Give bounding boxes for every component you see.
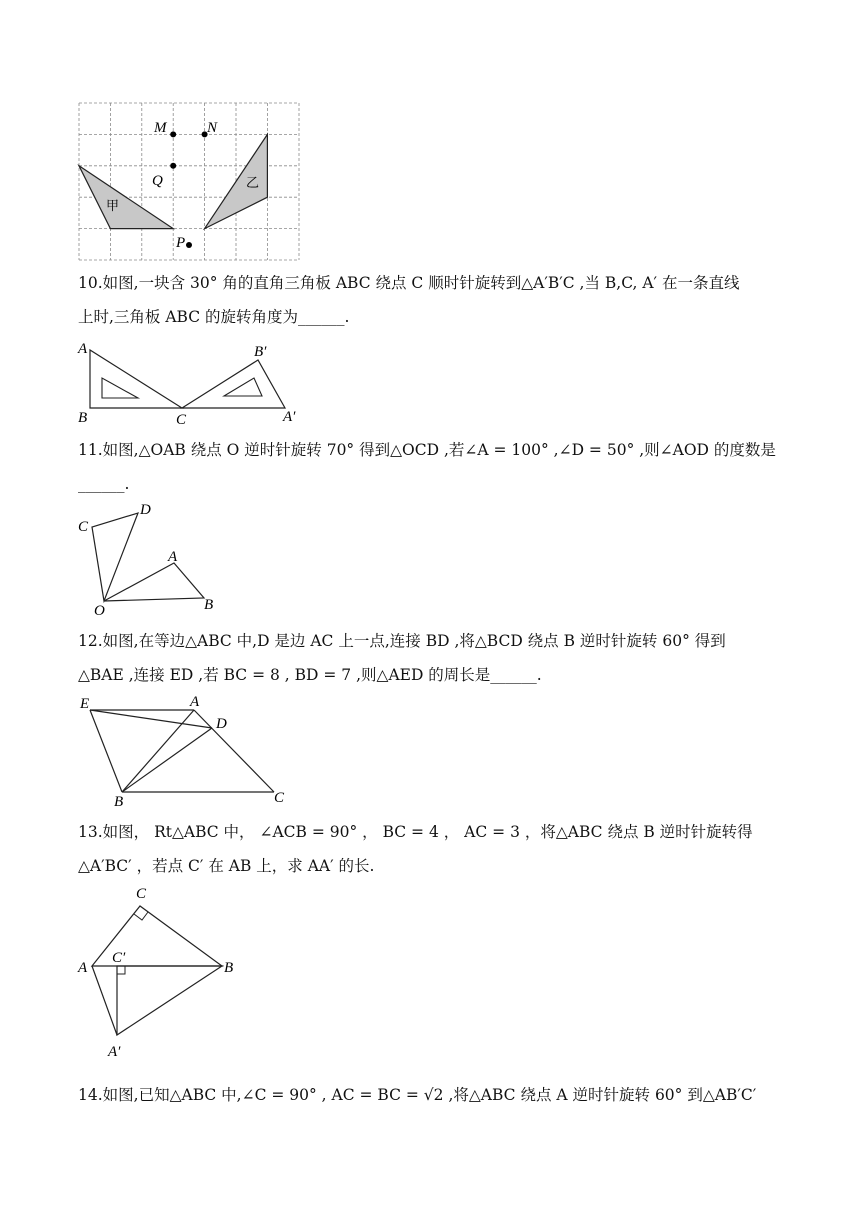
question-14-line-1: 14.如图,已知△ABC 中,∠C = 90° , AC = BC = √2 ,将△ABC 绕点 A 逆时针旋转 60° 到△AB′C′ — [78, 1086, 757, 1104]
label-A: A — [78, 341, 88, 357]
question-13-line-1: 13.如图， Rt△ABC 中， ∠ACB = 90° ， BC = 4 ， AC = 3 ，将△ABC 绕点 B 逆时针旋转得 — [78, 823, 753, 841]
rotation-triangle-figure — [70, 495, 230, 620]
label-P: P — [176, 235, 186, 251]
label-A-prime: A′ — [283, 409, 296, 425]
set-square-figure — [70, 338, 310, 428]
label-B-prime: B′ — [254, 344, 267, 360]
label-E: E — [80, 696, 90, 712]
grid-figure — [70, 95, 310, 265]
question-12-line-1: 12.如图,在等边△ABC 中,D 是边 AC 上一点,连接 BD ,将△BCD 绕点 B 逆时针旋转 60° 得到 — [78, 632, 726, 650]
question-10-line-1: 10.如图,一块含 30° 角的直角三角板 ABC 绕点 C 顺时针旋转到△A′B′C ,当 B,C, A′ 在一条直线 — [78, 274, 740, 292]
label-B: B — [78, 410, 88, 426]
question-11-line-2: ______. — [78, 475, 130, 493]
question-10 — [78, 266, 798, 334]
point-P — [186, 242, 192, 248]
question-10-line-2: 上时,三角板 ABC 的旋转角度为______. — [78, 308, 350, 326]
question-14 — [78, 1078, 798, 1112]
label-Q: Q — [152, 173, 163, 189]
label-C: C — [274, 790, 285, 806]
label-jia: 甲 — [106, 199, 120, 214]
label-M: M — [154, 120, 167, 136]
right-triangle-figure — [70, 880, 250, 1060]
question-13-line-2: △A′BC′ ，若点 C′ 在 AB 上，求 AA′ 的长. — [78, 857, 375, 875]
label-C-prime: C′ — [112, 950, 126, 966]
equilateral-figure — [70, 690, 310, 810]
label-O: O — [94, 603, 105, 619]
label-C: C — [176, 412, 187, 428]
label-D: D — [140, 502, 151, 518]
label-C: C — [78, 519, 89, 535]
question-11 — [78, 433, 798, 501]
point-Q — [170, 163, 176, 169]
question-11-line-1: 11.如图,△OAB 绕点 O 逆时针旋转 70° 得到△OCD ,若∠A = 100° ,∠D = 50° ,则∠AOD 的度数是 — [78, 441, 776, 459]
question-12-line-2: △BAE ,连接 ED ,若 BC = 8 , BD = 7 ,则△AED 的周长是______. — [78, 666, 542, 684]
label-B: B — [114, 794, 124, 810]
label-B: B — [224, 960, 234, 976]
label-A: A — [190, 694, 200, 710]
label-A: A — [168, 549, 178, 565]
label-N: N — [207, 120, 218, 136]
label-A: A — [78, 960, 88, 976]
question-13 — [78, 815, 798, 883]
label-B: B — [204, 597, 214, 613]
label-yi: 乙 — [246, 176, 260, 191]
question-12 — [78, 624, 798, 692]
point-M — [170, 131, 176, 137]
label-A-prime: A′ — [108, 1044, 121, 1060]
label-D: D — [216, 716, 227, 732]
label-C: C — [136, 886, 147, 902]
